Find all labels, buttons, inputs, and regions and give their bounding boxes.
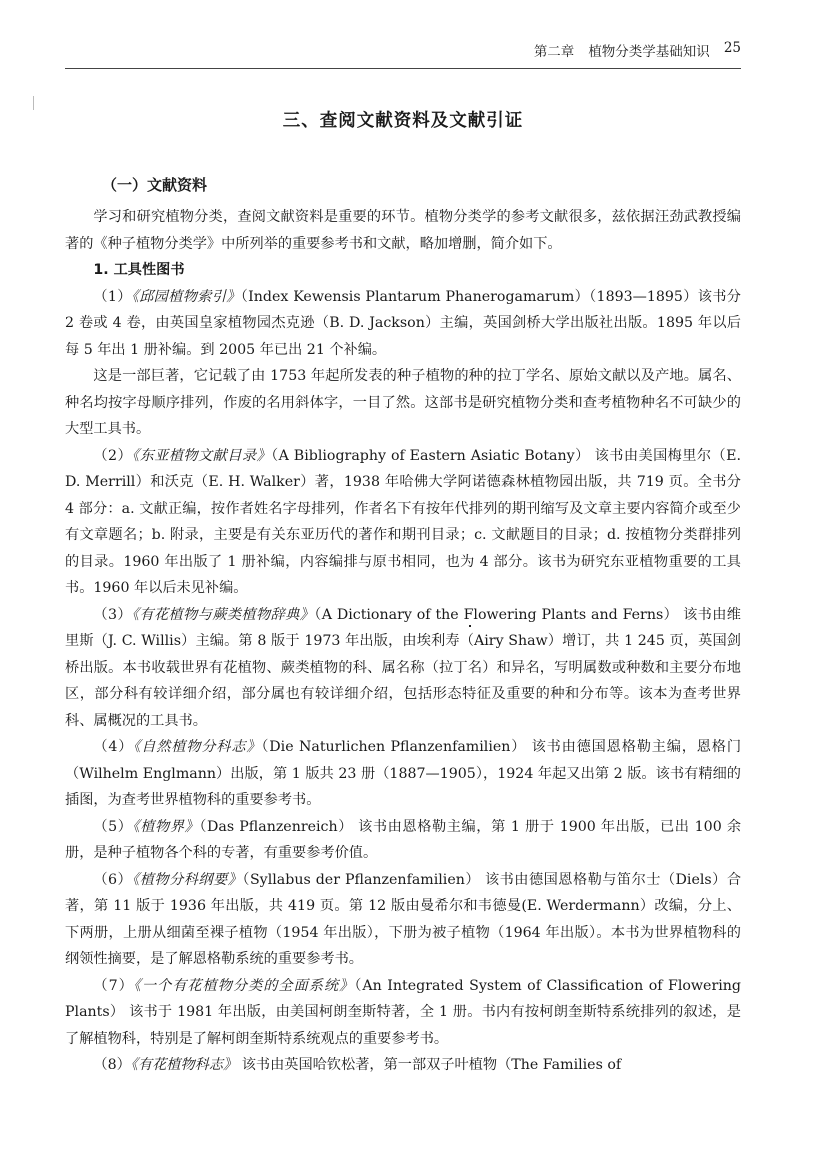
entry-text: （Index Kewensis Plantarum Phanerogamarum）（1893—1895）该书分 2 卷或 4 卷，由英国皇家植物园杰克逊（B. D. Jackson）主编，英国剑桥大学出版社出版。1895 年以后每 5 年出 1 册补编。到 2005 年已出 21 个补编。 <box>65 288 741 358</box>
book-title: 《自然植物分科志》 <box>133 739 262 755</box>
entry-1-continued <box>65 363 741 443</box>
entry-number: （2） <box>93 447 133 464</box>
book-title: 《邱园植物索引》 <box>131 288 241 305</box>
entry-7 <box>65 973 741 1053</box>
book-title: 《东亚植物文献目录》 <box>132 447 272 464</box>
header-title: 植物分类学基础知识 <box>588 44 710 60</box>
book-title: 《一个有花植物分类的全面系统》 <box>133 977 355 994</box>
entry-number: （1） <box>93 288 132 305</box>
entry-number: （4） <box>93 739 134 755</box>
entry-number: （7） <box>93 977 134 994</box>
book-title: 《植物分科纲要》 <box>132 871 243 888</box>
header-chapter: 第二章 <box>533 44 575 60</box>
entry-text: 该书由英国哈钦松著，第一部双子叶植物（The Families of <box>237 1057 622 1073</box>
print-speck <box>469 625 471 627</box>
entry-3 <box>65 602 741 735</box>
entry-text: （Syllabus der Pflanzenfamilien） 该书由德国恩格勒与笛尔士（Diels）合著，第 11 版于 1936 年出版，共 419 页。第 12 版由曼希尔和韦德曼(E. Werdermann）改编，分上、下两册，上册从细菌至裸子植物（1954 年出版），下册为被子植物（1964 年出版）。本书为世界植物科的纲领性摘要，是了解恩格勒系统的重要参考书。 <box>65 871 742 967</box>
section-title: 三、查阅文献资料及文献引证 <box>282 111 524 131</box>
running-header <box>65 40 741 69</box>
entry-text: （Das Pflanzenreich） 该书由恩格勒主编，第 1 册于 1900 年出版，已出 100 余册，是种子植物各个科的专著，有重要参考价值。 <box>65 818 742 861</box>
page-number: 25 <box>723 40 741 56</box>
entry-5 <box>65 814 741 867</box>
entry-8 <box>65 1052 741 1079</box>
entry-number: （5） <box>93 818 133 835</box>
entry-number: （3） <box>93 606 132 623</box>
margin-mark <box>33 96 34 110</box>
entry-text: （A Dictionary of the Flowering Plants and Ferns） 该书由维里斯（J. C. Willis）主编。第 8 版于 1973 年出版，由埃利寿（Airy Shaw）增订，共 1 245 页，英国剑桥出版。本书收载世界有花植物、蕨类植物的科、属名称（拉丁名）和异名，写明属数或种数和主要分布地区，部分科有较详细介绍，部分属也有较详细介绍，包括形态特征及重要的种和分布等。该本为查考世界科、属概况的工具书。 <box>65 606 741 729</box>
entry-text: 这是一部巨著，它记载了由 1753 年起所发表的种子植物的种的拉丁学名、原始文献以及产地。属名、种名均按字母顺序排列，作废的名用斜体字，一目了然。这部书是研究植物分类和查考植物种名不可缺少的大型工具书。 <box>65 368 741 437</box>
entry-4 <box>65 734 741 814</box>
book-title: 《有花植物与蕨类植物辞典》 <box>131 606 315 623</box>
body-text <box>65 204 741 1079</box>
subsection-title: （一）文献资料 <box>102 176 208 194</box>
entry-text: （An Integrated System of Classification of Flowering Plants） 该书于 1981 年出版，由美国柯朗奎斯特著，全 1 册。书内有按柯朗奎斯特系统排列的叙述，是了解植物科，特别是了解柯朗奎斯特系统观点的重要参考书。 <box>65 977 741 1047</box>
entry-text: （A Bibliography of Eastern Asiatic Botany） 该书由美国梅里尔（E. D. Merrill）和沃克（E. H. Walker）著，1938 年哈佛大学阿诺德森林植物园出版，共 719 页。全书分 4 部分：a. 文献正编，按作者姓名字母排列，作者名下有按年代排列的期刊缩写及文章主要内容简介或至少有文章题名；b. 附录，主要是有关东亚历代的著作和期刊目录；c. 文献题目的目录；d. 按植物分类群排列的目录。1960 年出版了 1 册补编，内容编排与原书相同，也为 4 部分。该书为研究东亚植物重要的工具书。1960 年以后未见补编。 <box>65 447 742 596</box>
entry-6 <box>65 867 741 973</box>
entry-1 <box>65 284 741 364</box>
book-title: 《有花植物科志》 <box>130 1057 238 1073</box>
heading-tool-books: 1. 工具性图书 <box>93 262 185 278</box>
book-title: 《植物界》 <box>132 818 200 835</box>
entry-2 <box>65 443 741 602</box>
intro-paragraph: 学习和研究植物分类，查阅文献资料是重要的环节。植物分类学的参考文献很多，兹依据汪劲武教授编著的《种子植物分类学》中所列举的重要参考书和文献，略加增删，简介如下。 <box>65 209 741 252</box>
entry-number: （8） <box>93 1057 131 1073</box>
entry-text: （Die Naturlichen Pflanzenfamilien） 该书由德国恩格勒主编，恩格门（Wilhelm Englmann）出版，第 1 版共 23 册（1887—1905），1924 年起又出第 2 版。该书有精细的插图，为查考世界植物科的重要参考书。 <box>65 739 742 808</box>
entry-number: （6） <box>93 871 133 888</box>
